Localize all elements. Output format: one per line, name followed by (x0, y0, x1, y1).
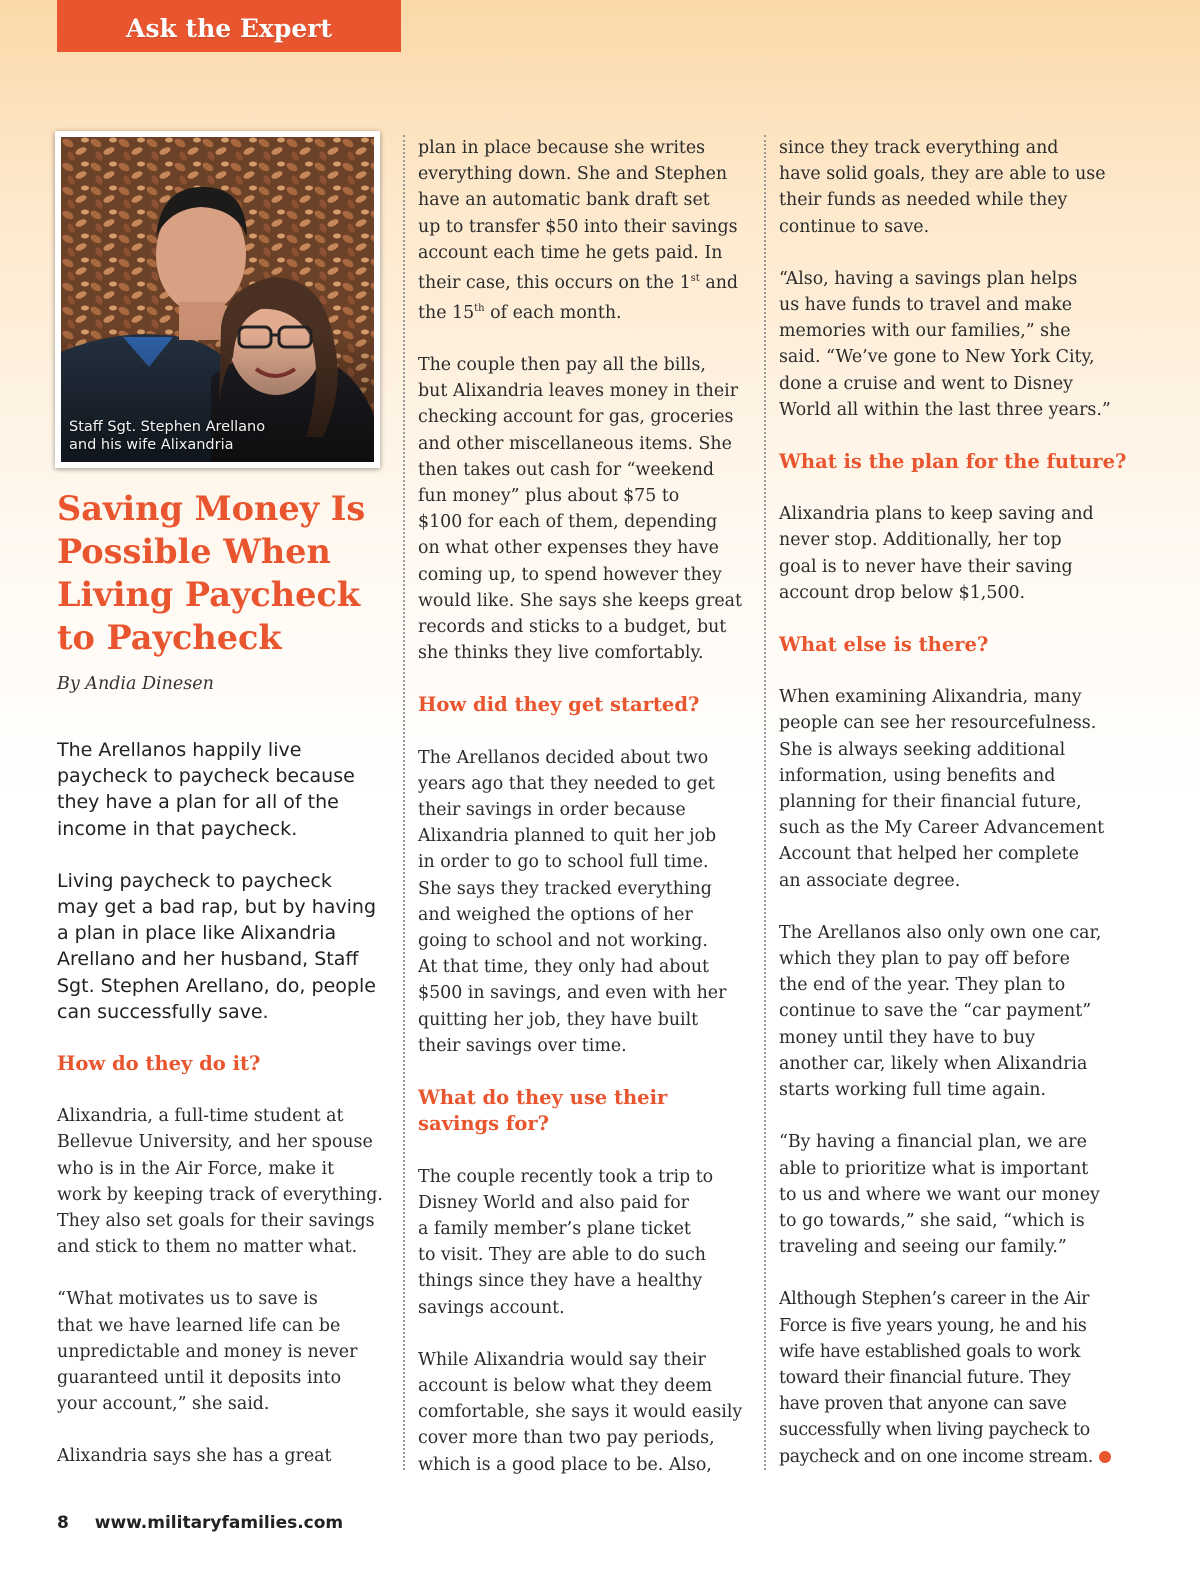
end-mark-icon (1099, 1451, 1111, 1463)
lead-paragraph: The Arellanos happily live paycheck to paycheck because they have a plan for all of the income in that paycheck. (57, 739, 355, 840)
photo-caption: Staff Sgt. Stephen Arellano and his wife Alixandria (69, 419, 266, 453)
article-headline: Saving Money Is Possible When Living Paycheck to Paycheck (57, 489, 366, 657)
subheading: What is the plan for the future? (779, 450, 1127, 474)
subheading: How do they do it? (57, 1052, 261, 1076)
section-tab: Ask the Expert (57, 0, 401, 52)
column-2 (418, 135, 758, 1504)
body-paragraph: Alixandria says she has a great (57, 1446, 332, 1467)
subheading: What else is there? (779, 633, 989, 657)
body-paragraph: Alixandria, a full-time student at Bellevue University, and her spouse who is in the Air Force, make it work by keeping track of everything. They also set goals for their savings and stick to them no matter what. (57, 1106, 383, 1258)
column-3 (779, 135, 1127, 1496)
body-paragraph: “What motivates us to save is that we have learned life can be unpredictable and money is never guaranteed until it deposits into your account,” she said. (57, 1289, 358, 1415)
body-paragraph: The couple then pay all the bills, but Alixandria leaves money in their checking account for gas, groceries and other miscellaneous items. She then takes out cash for “weekend fun money” plus about $75 to $100 for each of them, depending on what other expenses they have coming up, to spend however they would like. She says she keeps great records and sticks to a budget, but she thinks they live comfortably. (418, 355, 743, 664)
subheading: What do they use their savings for? (418, 1086, 668, 1136)
body-paragraph: since they track everything and have solid goals, they are able to use their funds as needed while they continue to save. (779, 138, 1106, 237)
website-link[interactable]: www.militaryfamilies.com (94, 1513, 344, 1533)
page-number: 8 (57, 1513, 69, 1533)
photo-illustration (61, 137, 374, 462)
column-1 (57, 737, 402, 1496)
subheading: How did they get started? (418, 693, 700, 717)
body-paragraph: “Also, having a savings plan helps us have funds to travel and make memories with our families,” she said. “We’ve gone to New York City, done a cruise and went to Disney World all within the last three years.” (779, 268, 1111, 420)
body-paragraph: The Arellanos also only own one car, which they plan to pay off before the end of the year. They plan to continue to save the “car payment” money until they have to buy another car, likely when Alixandria starts working full time again. (779, 922, 1102, 1101)
body-paragraph: The couple recently took a trip to Disney World and also paid for a family member’s plane ticket to visit. They are able to do such things since they have a healthy savings account. (418, 1166, 714, 1318)
couple-photo (55, 131, 380, 468)
body-paragraph: “By having a financial plan, we are able to prioritize what is important to us and where we want our money to go towards,” she said, “which is traveling and seeing our family.” (779, 1132, 1100, 1258)
page-footer (57, 1513, 343, 1533)
byline: By Andia Dinesen (57, 674, 214, 694)
body-paragraph: Alixandria plans to keep saving and never stop. Additionally, her top goal is to never have their saving account drop below $1,500. (779, 504, 1094, 603)
column-divider (403, 135, 405, 1470)
column-divider (764, 135, 766, 1470)
body-paragraph: The Arellanos decided about two years ago that they needed to get their savings in order because Alixandria planned to quit her job in order to go to school full time. She says they tracked everything and weighed the options of her going to school and not working. At that time, they only had about $500 in savings, and even with her quitting her job, they have built their savings over time. (418, 747, 727, 1056)
lead-paragraph: Living paycheck to paycheck may get a bad rap, but by having a plan in place like Alixandria Arellano and her husband, Staff Sgt. Stephen Arellano, do, people can successfully save. (57, 869, 377, 1023)
body-paragraph: While Alixandria would say their account is below what they deem comfortable, she says it would easily cover more than two pay periods, which is a good place to be. Also, (418, 1349, 743, 1475)
body-paragraph: plan in place because she writes everything down. She and Stephen have an automatic bank draft set up to transfer $50 into their savings account each time he gets paid. In their case, this occurs on the 1st and the 15th of each month. (418, 138, 739, 323)
body-paragraph: When examining Alixandria, many people can see her resourcefulness. She is always seeking additional information, using benefits and planning for their financial future, such as the My Career Advancement Account that helped her complete an associate degree. (779, 687, 1105, 891)
body-paragraph: Although Stephen’s career in the Air Force is five years young, he and his wife have established goals to work toward their financial future. They have proven that anyone can save successfully when living paycheck to paycheck and on one income stream. (779, 1286, 1124, 1469)
